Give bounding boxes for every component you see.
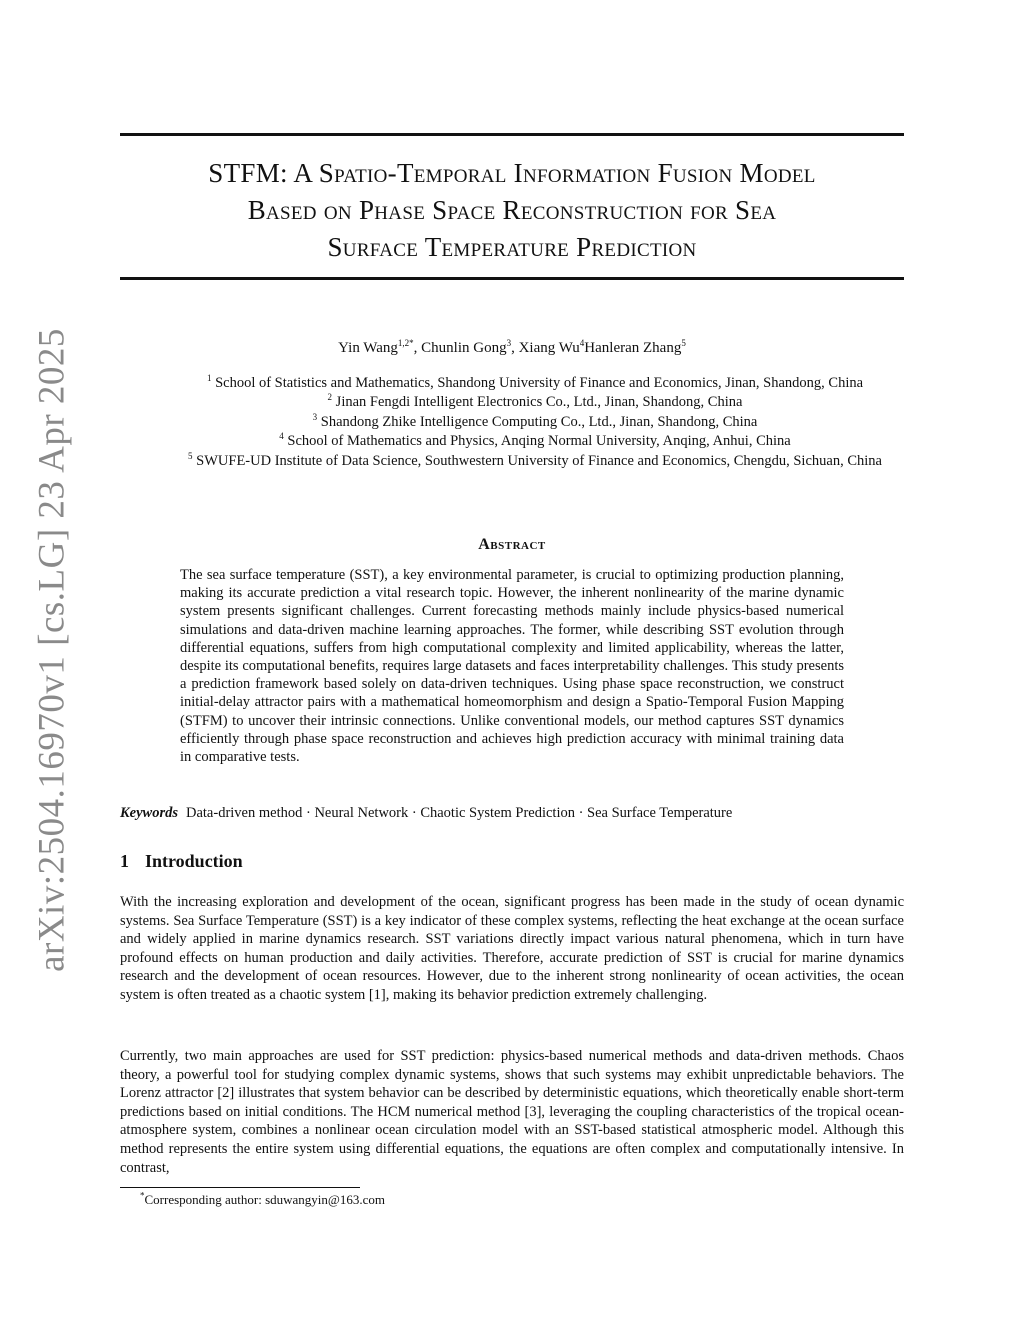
affiliation-5: $^5$ SWUFE-UD Institute of Data Science, Southwestern University of Finance and Economics, Chengdu, Sichuan, China	[188, 450, 882, 469]
title-rule-bottom	[120, 277, 904, 280]
keywords-text: Data-driven method · Neural Network · Chaotic System Prediction · Sea Surface Temperature	[186, 805, 733, 821]
keywords	[120, 804, 904, 823]
author-2: Chunlin Gong$^3$	[421, 338, 512, 356]
author-3: Xiang Wu$^4$	[518, 338, 585, 356]
paper-title	[120, 155, 904, 266]
footnote-rule	[120, 1187, 360, 1188]
title-rule-top	[120, 133, 904, 136]
abstract-heading: Abstract	[478, 536, 546, 553]
title-line-3: Surface Temperature Prediction	[327, 232, 697, 262]
title-line-2: Based on Phase Space Reconstruction for Sea	[247, 195, 777, 225]
author-list: Yin Wang$^{1,2*}$, Chunlin Gong$^3$, Xiang Wu$^4$Hanleran Zhang$^5$	[338, 338, 686, 356]
abstract-body: The sea surface temperature (SST), a key environmental parameter, is crucial to optimizing production planning, making its accurate prediction a vital research topic. However, the inherent nonlinearity of the marine dynamic system presents significant challenges. Current forecasting methods mainly include physics-based numerical simulations and data-driven machine learning approaches. The former, while describing SST evolution through differential equations, suffers from high computational complexity and limited applicability, whereas the latter, despite its computational benefits, requires large datasets and faces interpretability challenges. This study presents a prediction framework based solely on data-driven techniques. Using phase space reconstruction, we construct initial-delay attractor pairs with a mathematical homeomorphism and design a Spatio-Temporal Fusion Mapping (STFM) to uncover their intrinsic connections. Unlike conventional models, our method captures SST dynamics efficiently through phase space reconstruction and achieves high prediction accuracy with minimal training data in comparative tests.	[180, 567, 844, 766]
section-title: Introduction	[145, 851, 243, 871]
arxiv-identifier: arXiv:2504.16970v1 [cs.LG] 23 Apr 2025	[31, 328, 73, 972]
title-line-1: STFM: A Spatio-Temporal Information Fusion Model	[208, 158, 816, 188]
section-heading-introduction	[120, 851, 243, 872]
section-number: 1	[120, 851, 129, 871]
author-1: Yin Wang$^{1,2*}$	[338, 338, 414, 356]
affiliation-list	[120, 374, 950, 471]
affiliation-2: $^2$ Jinan Fengdi Intelligent Electronics Co., Ltd., Jinan, Shandong, China	[327, 392, 743, 411]
intro-paragraph-1: With the increasing exploration and development of the ocean, significant progress has been made in the study of ocean dynamic systems. Sea Surface Temperature (SST) is a key indicator of these complex systems, reflecting the heat exchange at the ocean surface and widely applied in marine dynamics research. SST variations directly impact various natural phenomena, which in turn have profound effects on human production and daily activities. Therefore, accurate prediction of SST is crucial for marine dynamics research and the development of ocean resources. However, due to the inherent strong nonlinearity of ocean activities, the ocean system is often treated as a chaotic system [1], making its behavior prediction extremely challenging.	[120, 894, 904, 1003]
keywords-label: Keywords	[120, 805, 178, 821]
footnote-corresponding-author: *Corresponding author: sduwangyin@163.com	[140, 1190, 386, 1207]
author-4: Hanleran Zhang$^5$	[584, 338, 686, 356]
affiliation-3: $^3$ Shandong Zhike Intelligence Computing Co., Ltd., Jinan, Shandong, China	[312, 411, 758, 430]
intro-paragraph-2: Currently, two main approaches are used for SST prediction: physics-based numerical methods and data-driven methods. Chaos theory, a powerful tool for studying complex dynamic systems, shows that such systems may exhibit unpredictable behaviors. The Lorenz attractor [2] illustrates that system behavior can be described by deterministic equations, which theoretically enable short-term predictions based on initial conditions. The HCM numerical method [3], leveraging the coupling characteristics of the tropical ocean-atmosphere system, combines a nonlinear ocean circulation model with an SST-based statistical atmospheric model. Although this method represents the entire system using differential equations, the equations are often complex and computationally intensive. In contrast,	[120, 1048, 904, 1176]
affiliation-1: $^1$ School of Statistics and Mathematics, Shandong University of Finance and Economics, Jinan, Shandong, China	[206, 373, 864, 391]
affiliation-4: $^4$ School of Mathematics and Physics, Anqing Normal University, Anqing, Anhui, China	[279, 431, 791, 450]
